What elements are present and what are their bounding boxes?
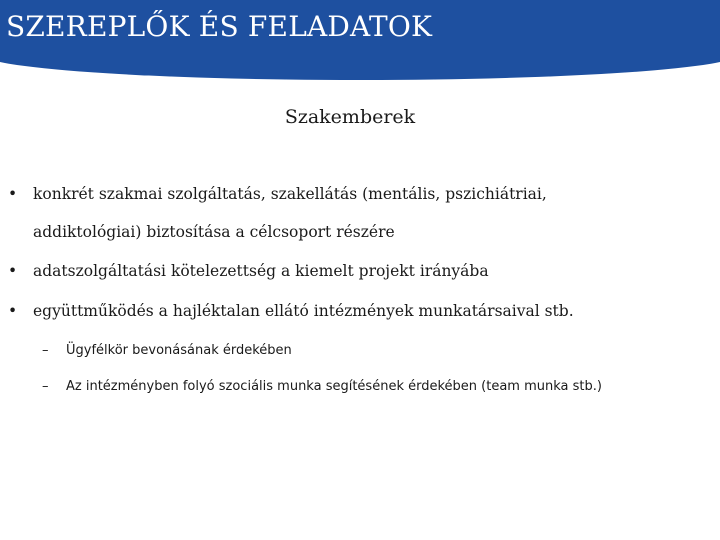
bullet-list [0,175,700,331]
sub-bullet-text: Ügyfélkör bevonásának érdekében [66,343,292,358]
bullet-item-3 [0,291,700,331]
sub-bullet-text: Az intézményben folyó szociális munka segítésének érdekében (team munka stb.) [66,379,602,394]
bullet-item-2 [0,251,700,291]
slide-subtitle: Szakemberek [284,106,416,128]
bullet-marker: • [8,262,18,280]
sub-bullet-marker: – [42,343,49,358]
sub-bullet-item-2 [0,369,700,405]
slide-title: SZEREPLŐK ÉS FELADATOK [6,10,433,43]
bullet-text: együttműködés a hajléktalan ellátó intézmények munkatársaival stb. [33,302,574,320]
bullet-text: adatszolgáltatási kötelezettség a kiemelt projekt irányába [33,262,489,280]
sub-bullet-item-1 [0,333,700,369]
bullet-text-line: konkrét szakmai szolgáltatás, szakellátás (mentális, pszichiátriai, [33,185,547,203]
bullet-marker: • [8,302,18,320]
bullet-text-line: addiktológiai) biztosítása a célcsoport részére [33,223,395,241]
bullet-item-1 [0,175,700,251]
sub-bullet-list [0,333,700,405]
sub-bullet-marker: – [42,379,49,394]
bullet-marker: • [8,185,18,203]
